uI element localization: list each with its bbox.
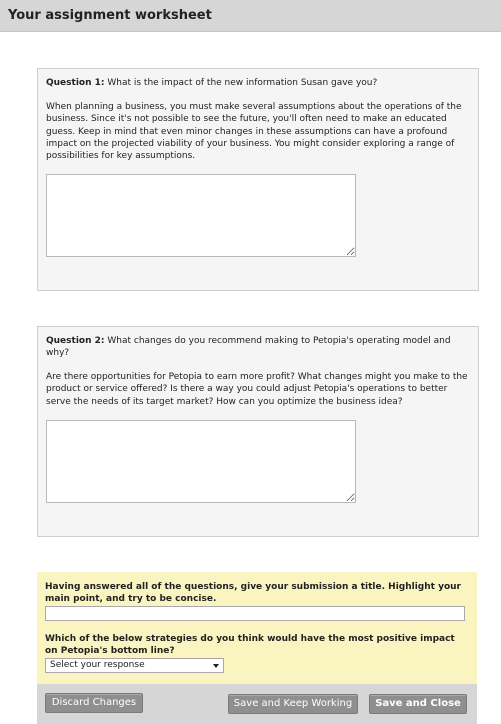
action-bar [37,684,477,724]
chevron-down-icon [213,664,219,668]
question-1-answer-field[interactable] [46,174,356,257]
question-1-prompt: What is the impact of the new information Susan gave you? [104,78,378,88]
submission-panel [37,572,477,684]
question-2-heading [46,335,468,360]
question-2-label: Question 2: [46,336,105,346]
question-2-answer-field[interactable] [46,420,356,503]
strategy-prompt: Which of the below strategies do you think would have the most positive impact on Petopia's bottom line? [45,634,455,657]
submission-title-prompt: Having answered all of the questions, give your submission a title. Highlight your main point, and try to be concise. [45,582,461,605]
question-1-label: Question 1: [46,78,105,88]
submission-title-input[interactable] [45,606,465,621]
save-and-keep-working-button[interactable]: Save and Keep Working [228,694,358,714]
question-1-description: When planning a business, you must make several assumptions about the operations of the business. Since it's not possible to see the future, you'll often need to make an educated guess. Keep in mind that even minor changes in these assumptions can have a profound impact on the projected viability of your business. You might consider exploring a range of possibilities for key assumptions. [46,102,462,162]
question-2-description: Are there opportunities for Petopia to earn more profit? What changes might you make to the product or service offered? Is there a way you could adjust Petopia's operations to better serve the needs of its target market? How can you optimize the business idea? [46,372,468,407]
question-2-panel [37,326,479,537]
worksheet-header [0,0,501,32]
save-and-close-button[interactable]: Save and Close [369,694,467,714]
strategy-select[interactable] [45,658,224,673]
page-title: Your assignment worksheet [8,8,212,23]
question-2-prompt: What changes do you recommend making to Petopia's operating model and why? [46,336,451,359]
strategy-selected-value: Select your response [50,660,145,670]
question-1-heading [46,77,468,89]
discard-changes-button[interactable]: Discard Changes [45,693,143,713]
question-1-panel [37,68,479,291]
